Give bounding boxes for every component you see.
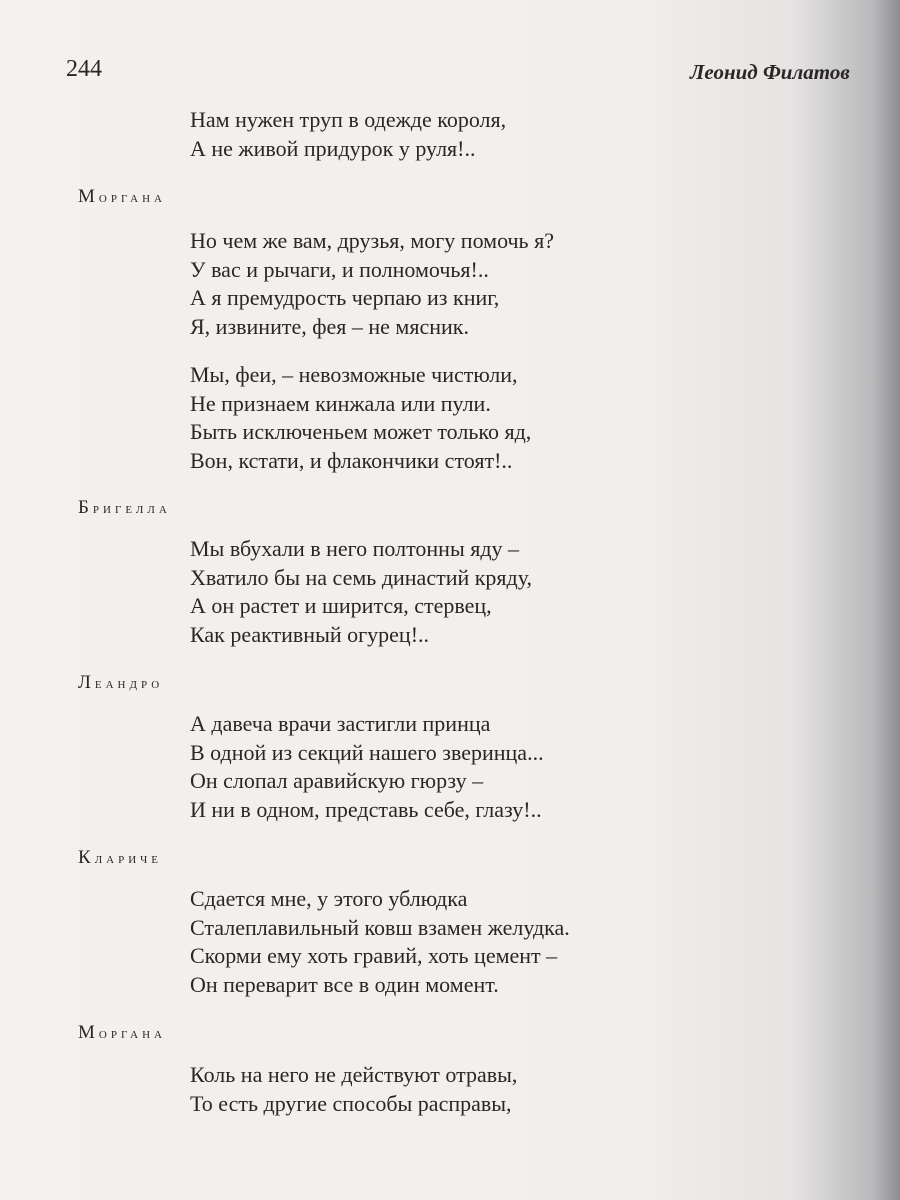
verse-stanza [190,227,554,342]
verse-line: Хватило бы на семь династий кряду, [190,564,533,590]
verse-line: А я премудрость черпаю из книг, [190,285,500,311]
verse-line: Не признаем кинжала или пули. [190,390,491,416]
verse-line: Скорми ему хоть гравий, хоть цемент – [190,943,558,969]
verse-stanza [190,710,544,825]
speaker-name: Бригелла [78,497,171,518]
verse-line: Сдается мне, у этого ублюдка [190,886,468,911]
verse-line: Он слопал аравийскую гюрзу – [190,768,484,794]
verse-stanza [190,106,506,163]
page-number: 244 [66,56,102,82]
verse-line: А он растет и ширится, стервец, [190,593,492,619]
speaker-name: Моргана [78,186,166,207]
verse-line: У вас и рычаги, и полномочья!.. [190,256,489,282]
verse-stanza [190,361,531,476]
verse-line: В одной из секций нашего зверинца... [190,739,544,765]
verse-line: И ни в одном, представь себе, глазу!.. [190,797,542,823]
verse-line: Коль на него не действуют отравы, [190,1062,518,1087]
verse-line: Но чем же вам, друзья, могу помочь я? [190,228,554,253]
verse-line: Как реактивный огурец!.. [190,622,430,648]
verse-line: А давеча врачи застигли принца [190,711,491,736]
verse-line: Нам нужен труп в одежде короля, [190,107,507,132]
running-head: Леонид Филатов [690,60,850,84]
speaker-name: Клариче [78,847,163,868]
verse-line: Я, извините, фея – не мясник. [190,314,469,340]
verse-line: Быть исключеньем может только яд, [190,419,532,445]
verse-line: А не живой придурок у руля!.. [190,135,476,161]
verse-stanza [190,535,532,650]
verse-line: Мы вбухали в него полтонны яду – [190,536,520,561]
speaker-name: Леандро [78,672,164,693]
verse-line: Мы, феи, – невозможные чистюли, [190,362,518,387]
verse-line: Сталеплавильный ковш взамен желудка. [190,914,570,940]
verse-line: Он переварит все в один момент. [190,972,499,998]
verse-stanza [190,1061,517,1118]
verse-line: То есть другие способы расправы, [190,1090,512,1116]
speaker-name: Моргана [78,1022,166,1043]
verse-line: Вон, кстати, и флакончики стоят!.. [190,448,513,474]
verse-stanza [190,885,570,1000]
